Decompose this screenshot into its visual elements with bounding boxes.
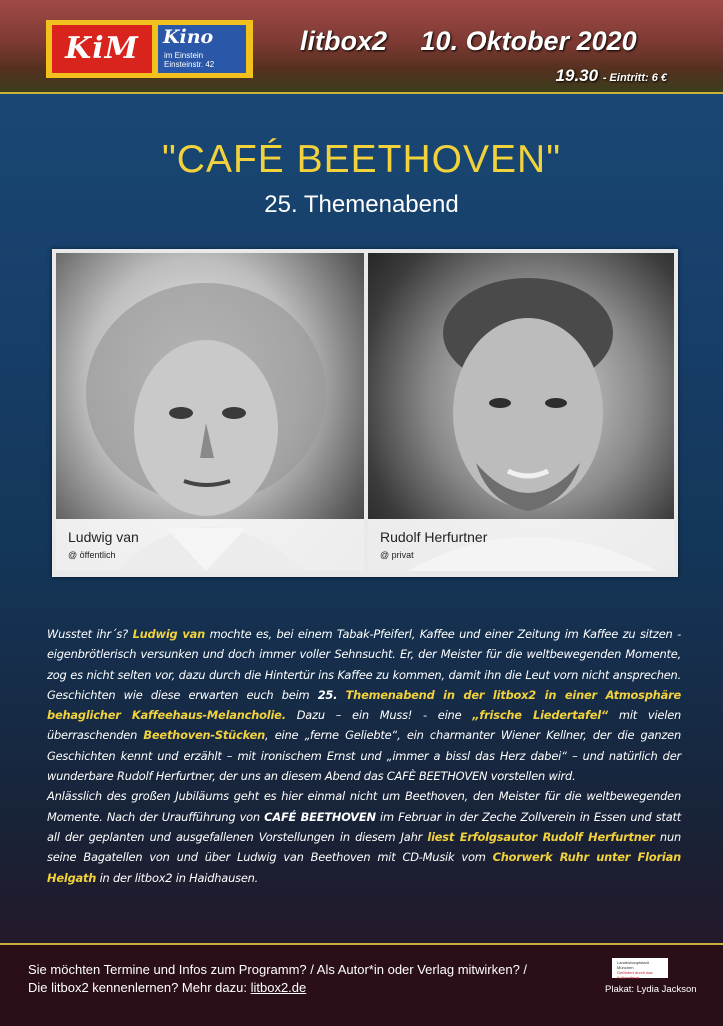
desc-bold-title: CAFÉ BEETHOVEN <box>264 809 376 824</box>
sponsor-line2: München <box>617 965 634 970</box>
event-time <box>556 66 667 86</box>
footer-line2-text: Die litbox2 kennenlernen? Mehr dazu: <box>28 980 251 995</box>
footer-info <box>28 961 598 997</box>
desc-highlight-liedertafel: „frische Liedertafel“ <box>472 708 609 723</box>
logo-kim-text: KiM <box>52 25 152 73</box>
photo-collage <box>52 249 678 577</box>
desc-text: nun seine Bagatellen von und über Ludwig van Beethoven mit CD-Musik vom <box>47 829 681 865</box>
desc-intro: Wusstet ihr´s? <box>47 627 133 641</box>
herfurtner-portrait <box>368 253 674 571</box>
beethoven-credit: @ öffentlich <box>68 550 116 560</box>
desc-bold-number: 25. <box>317 687 338 702</box>
venue-name: litbox2 <box>300 26 388 56</box>
start-time: 19.30 <box>555 66 599 85</box>
desc-text: Dazu – ein Muss! - eine <box>285 708 473 723</box>
desc-highlight-ludwig: Ludwig van <box>132 627 206 641</box>
desc-highlight-author: liest Erfolgsautor Rudolf Herfurtner <box>427 829 655 844</box>
event-title: "CAFÉ BEETHOVEN" <box>161 138 562 181</box>
event-venue-date <box>300 26 637 57</box>
beethoven-name: Ludwig van <box>68 529 139 545</box>
footer <box>0 943 723 1026</box>
footer-line1: Sie möchten Termine und Infos zum Programm? / Als Autor*in oder Verlag mitwirken? / <box>28 962 528 977</box>
desc-text: , eine „ferne Geliebte“, ein charmanter Wiener Kellner, der die ganzen Geschichten kennt und erzählt – mit ironischem Ernst und „immer a bissl das Herz dabei“ – und natürlich der wunderbare Rudolf Herfurtner, der uns an diesem Abend das CAFÈ BEETHOVEN vorstellen wird. <box>47 728 681 784</box>
logo-address <box>164 51 214 69</box>
desc-highlight-stuecke: Beethoven-Stücken <box>143 728 266 743</box>
herfurtner-caption <box>368 519 674 571</box>
desc-text: mochte es, bei einem Tabak-Pfeiferl, Kaffee und einer Zeitung im Kaffee zu sitzen - eigenbrötlerisch versunken und doch immer voller Sehnsucht. Er, der Meister für die weltbewegenden Momente, zog es nicht selten vor, dazu durch die Hintertür ins Kaffee zu kommen, damit ihn die Leut vorn nicht ansprechen. Geschichten wie diese erwarten euch beim <box>47 627 681 702</box>
event-description <box>47 624 681 888</box>
desc-text: in der litbox2 in Haidhausen. <box>96 870 259 885</box>
header-bar <box>0 0 723 94</box>
desc-text: im Februar in der Zeche Zollverein in Essen und statt all der geplanten und ausgefallenen Vorstellungen in diesem Jahr <box>47 809 682 844</box>
desc-highlight-chorwerk: Chorwerk Ruhr unter Florian Helgath <box>47 850 681 885</box>
kulturreferat-logo <box>612 958 668 978</box>
entry-price: - Eintritt: 6 € <box>602 72 667 84</box>
beethoven-caption <box>56 519 364 571</box>
desc-text: Anlässlich des großen Jubiläums geht es hier einmal nicht um Beethoven, den Meister für die weltbewegenden Momente. Nach der Uraufführung von <box>47 789 681 824</box>
logo-kino-box <box>158 25 246 73</box>
poster-credit: Plakat: Lydia Jackson <box>605 984 697 995</box>
event-subtitle: 25. Themenabend <box>264 191 459 218</box>
kim-kino-logo <box>46 20 253 78</box>
beethoven-portrait <box>56 253 364 571</box>
logo-kino-text: Kino <box>163 26 214 48</box>
sponsor-line1: Landeshauptstadt <box>617 960 649 965</box>
herfurtner-credit: @ privat <box>380 550 414 560</box>
desc-highlight-themenabend: Themenabend in der litbox2 in einer Atmosphäre behaglicher Kaffeehaus-Melancholie. <box>47 687 682 723</box>
desc-text: mit vielen überraschenden <box>47 708 682 743</box>
herfurtner-name: Rudolf Herfurtner <box>380 529 488 545</box>
sponsor-line3: Gefördert durch das Kulturreferat <box>617 970 653 980</box>
logo-address-line1: im Einstein <box>164 51 204 60</box>
litbox2-link[interactable]: litbox2.de <box>250 980 307 995</box>
sponsor-text <box>617 960 668 980</box>
logo-address-line2: Einsteinstr. 42 <box>164 60 215 69</box>
footer-line2 <box>28 979 598 997</box>
event-date: 10. Oktober 2020 <box>420 26 637 56</box>
